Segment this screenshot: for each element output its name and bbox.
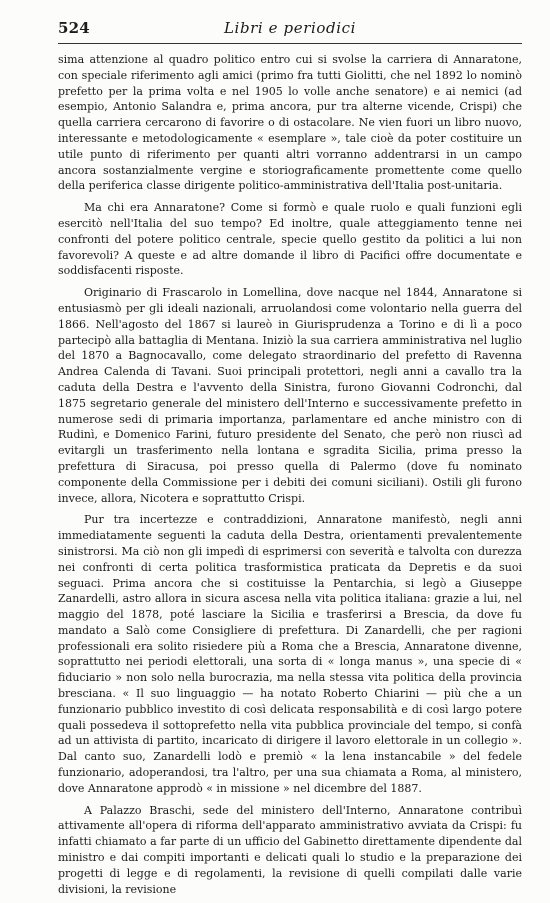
paragraph: Ma chi era Annaratone? Come si formò e quale ruolo e quali funzioni egli esercitò nell'Italia del suo tempo? Ed inoltre, quale atteggiamento tenne nei confronti del potere politico centrale, specie quello gestito da politici a lui non favorevoli? A queste e ad altre domande il libro di Pacifici offre documentate e soddisfacenti risposte. <box>58 201 522 278</box>
header-rule <box>58 43 522 44</box>
running-title: Libri e periodici <box>223 19 357 37</box>
article-body <box>58 52 522 903</box>
paragraph: A Palazzo Braschi, sede del ministero dell'Interno, Annaratone contribuì attivamente all'opera di riforma dell'apparato amministrativo avviata da Crispi: fu infatti chiamato a far parte di un ufficio del Gabinetto direttamente dipendente dal ministro e dai compiti importanti e delicati quali lo studio e la preparazione dei progetti di legge e di regolamenti, la revisione di quelli compilati dalle varie divisioni, la revisione <box>58 803 522 896</box>
paragraph: Originario di Frascarolo in Lomellina, dove nacque nel 1844, Annaratone si entusiasmò per gli ideali nazionali, arruolandosi come volontario nella guerra del 1866. Nell'agosto del 1867 si laureò in Giurisprudenza a Torino e di lì a poco partecipò alla battaglia di Mentana. Iniziò la sua carriera amministrativa nel luglio del 1870 a Bagnocavallo, come delegato straordinario del prefetto di Ravenna Andrea Calenda di Tavani. Suoi principali protettori, negli anni a cavallo tra la caduta della Destra e l'avvento della Sinistra, furono Giovanni Codronchi, dal 1875 segretario generale del ministero dell'Interno e successivamente prefetto in numerose sedi di primaria importanza, parlamentare ed anche ministro con di Rudinì, e Domenico Farini, futuro presidente del Senato, che però non riuscì ad evitargli un trasferimento nella lontana e sgradita Sicilia, prima presso la prefettura di Siracusa, poi presso quella di Palermo (dove fu nominato componente della Commissione per i debiti dei comuni siciliani). Ostili gli furono invece, allora, Nicotera e soprattutto Crispi. <box>58 286 522 505</box>
paragraph: Pur tra incertezze e contraddizioni, Annaratone manifestò, negli anni immediatamente seguenti la caduta della Destra, orientamenti prevalentemente sinistrorsi. Ma ciò non gli impedì di esprimersi con severità e talvolta con durezza nei confronti di certa politica trasformistica praticata da Depretis e da suoi seguaci. Prima ancora che si costituisse la Pentarchia, si legò a Giuseppe Zanardelli, astro allora in sicura ascesa nella vita politica italiana: grazie a lui, nel maggio del 1878, poté lasciare la Sicilia e trasferirsi a Brescia, da dove fu mandato a Salò come Consigliere di prefettura. Di Zanardelli, che per ragioni professionali era solito risiedere più a Roma che a Brescia, Annaratone divenne, soprattutto nei periodi elettorali, una sorta di « longa manus », una specie di « fiduciario » non solo nella burocrazia, ma nella stessa vita politica della provincia bresciana. « Il suo linguaggio — ha notato Roberto Chiarini — più che a un funzionario pubblico investito di così delicata responsabilità e di così largo potere quali possedeva il sottoprefetto nella vita pubblica provinciale del tempo, si confà ad un attivista di partito, incaricato di dirigere il lavoro elettorale in un collegio ». Dal canto suo, Zanardelli lodò e premiò « la lena instancabile » del fedele funzionario, adoperandosi, tra l'altro, per una sua chiamata a Roma, al ministero, dove Annaratone approdò « in missione » nel dicembre del 1887. <box>58 513 522 795</box>
paragraph: sima attenzione al quadro politico entro cui si svolse la carriera di Annaratone, con speciale riferimento agli amici (primo fra tutti Giolitti, che nel 1892 lo nominò prefetto per la prima volta e nel 1905 lo volle anche senatore) e ai nemici (ad esempio, Antonio Salandra e, prima ancora, pur tra alterne vicende, Crispi) che quella carriera cercarono di favorire o di ostacolare. Ne vien fuori un libro nuovo, interessante e metodologicamente « esemplare », tale cioè da poter costituire un utile punto di riferimento per quanti altri vorranno addentrarsi in un campo ancora sostanzialmente vergine e storiograficamente promettente come quello della periferica classe dirigente politico-amministrativa dell'Italia post-unitaria. <box>58 53 522 193</box>
page-header <box>58 19 522 41</box>
page-number: 524 <box>58 19 90 37</box>
